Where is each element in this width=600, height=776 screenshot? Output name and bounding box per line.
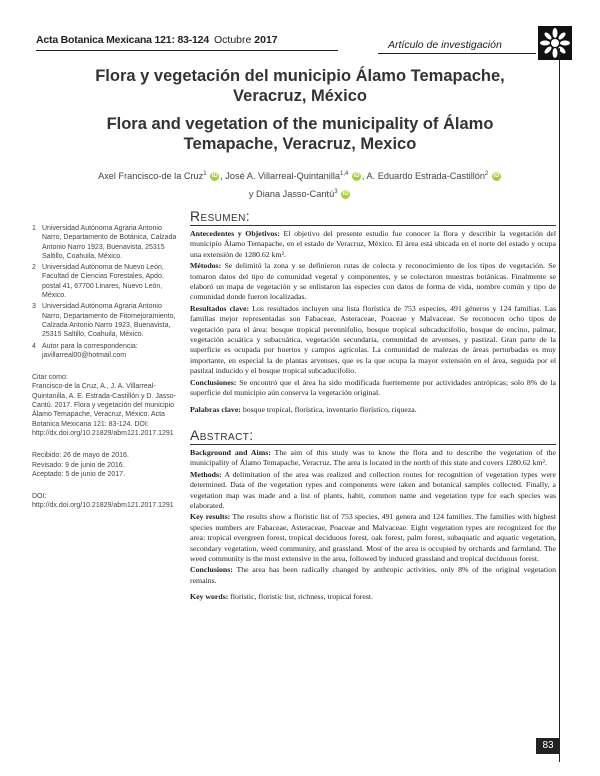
affiliation: 2 Universidad Autónoma de Nuevo León, Facultad de Ciencias Forestales, Apdo. postal 41, 67700 Linares, Nuevo León, México. (32, 264, 164, 300)
journal-logo-icon (538, 26, 572, 60)
affiliation: 1 Universidad Autónoma Agraria Antonio Narro, Departamento de Botánica, Calzada Antonio Narro 1923, Buenavista, 25315 Saltillo, Coahuila, México. (32, 225, 177, 260)
journal-citation: Acta Botanica Mexicana 121: 83-124 (36, 34, 209, 46)
resumen-palabras-clave: Palabras clave: bosque tropical, florística, inventario florístico, riqueza. (190, 404, 417, 414)
doi-block (32, 492, 180, 511)
resumen-heading: Resumen: (190, 208, 556, 226)
title-spanish: Flora y vegetación del municipio Álamo Temapache, Veracruz, México (95, 67, 505, 105)
author-list: Axel Francisco-de la Cruz$^1$ iD , José A. Villarreal-Quintanilla$^{1,4}$ iD , A. Eduardo Estrada-Castillón$^2$ iD y Diana Jasso-Cantú$^3$ iD (98, 171, 500, 200)
page-number: 83 (536, 738, 560, 754)
citation-block (32, 373, 180, 438)
abstract-heading: Abstract: (190, 427, 556, 445)
orcid-icon[interactable]: iD (493, 173, 500, 180)
resumen-conclusiones: Conclusiones: Se encontró que el área ha sido modificada fuertemente por actividades antrópicas; solo 8% de la superficie del municipio aún conserva la vegetación original. (190, 377, 556, 398)
doi-link[interactable]: http://dx.doi.org/10.21829/abm121.2017.1291 (32, 502, 174, 510)
margin-rule (559, 48, 560, 762)
abstract-results: Key results: The results show a floristic list of 753 species, 491 genera and 124 families. The families with highest species numbers are Fabaceae, Asteraceae, Poaceae and Malvaceae. Eight vegetation types are recognized for the area: tropical evergreen forest, tropical deciduous forest, oak forest, palm forest, subaquatic and aquatic vegetation, secondary vegetation, weed community, and grassland. Most of the area is occupied by orchards and farmland. The weed community is the most extensive in the area, followed by induced grassland and tropical deciduous forest. (190, 512, 556, 563)
header-rule (36, 50, 338, 51)
sidebar (32, 224, 180, 511)
affiliation: 3 Universidad Autónoma Agraria Antonio Narro, Departamento de Fitomejoramiento, Calzada Antonio Narro 1923, Buenavista, 25315 Saltillo, Coahuila, México. (32, 303, 176, 339)
orcid-icon[interactable]: iD (353, 173, 360, 180)
abstract-background: Background and Aims: The aim of this study was to know the flora and to describe the vegetation of the municipality of Álamo Temapache, Veracruz. The area is located in the north of this state and covers 1280.62 km². (190, 447, 557, 468)
accepted-date: Aceptado: 5 de junio de 2017. (32, 470, 126, 478)
orcid-icon[interactable]: iD (342, 191, 349, 198)
resumen-antecedentes: Antecedentes y Objetivos: El objetivo del presente estudio fue conocer la flora y describir la vegetación del municipio Álamo Temapache, en el estado de Veracruz, México. El área está ubicada en el norte del estado y ocupa una extensión de 1280.62 km². (190, 229, 556, 259)
article-type: Artículo de investigación (378, 39, 536, 54)
issue-date: Octubre 2017 (214, 34, 278, 46)
author-name: , José A. Villarreal-Quintanilla (220, 171, 341, 182)
title-english: Flora and vegetation of the municipality of Álamo Temapache, Veracruz, Mexico (106, 115, 494, 153)
resumen-metodos: Métodos: Se delimitó la zona y se definieron rutas de colecta y reconocimiento de los tipos de vegetación. Se tomaron datos del tipo de comunidad vegetal y componentes, y se colectaron muestras botánicas. Finalmente se elaboró un mapa de vegetación y se enlistaron las especies con datos de forma de vida, nombre común y tipo de comunidad donde fueron localizadas. (190, 261, 556, 302)
author-name: Axel Francisco-de la Cruz (98, 171, 204, 182)
main-content (190, 208, 556, 604)
citation-label: Citar como: (32, 374, 68, 382)
affiliation-correspondence: 4 Autor para la correspondencia: javillarreal00@hotmail.com (32, 342, 138, 359)
citation-text: Francisco-de la Cruz, A., J. A. Villarreal-Quintanilla, A. E. Estrada-Castillón y D. Jasso-Cantú. 2017. Flora y vegetación del municipio Álamo Temapache, Veracruz, México. Acta Botanica Mexicana 121: 83-124. DOI: http://dx.doi.org/10.21829/abm121.2017.1291 (32, 383, 176, 437)
dates-block (32, 451, 180, 479)
received-date: Recibido: 26 de mayo de 2016. (32, 452, 129, 460)
doi-label: DOI: (32, 493, 47, 501)
orcid-icon[interactable]: iD (211, 173, 218, 180)
revised-date: Revisado: 9 de junio de 2016. (32, 461, 125, 469)
resumen-resultados: Resultados clave: Los resultados incluyen una lista florística de 753 especies, 491 géneros y 124 familias. Las familias mejor representadas son Fabaceae, Asteraceae, Poaceae y Malvaceae. Se reconocen ocho tipos de vegetación para el área: bosque tropical perennifolio, bosque tropical subcaducifolio, bosque de encino, palmar, vegetación acuática y subacuática, vegetación secundaria, comunidad de arvenses, y pastizal. Gran parte de la superficie es ocupada por huertos y campos agrícolas. La comunidad de malezas de áreas perturbadas es muy importante, en especial la de plantas arvenses, que es la que ocupa la mayor extensión en el área, seguida por el pastizal inducido y el bosque tropical subcaducifolio. (190, 303, 556, 376)
abstract-keywords: Key words: floristic, floristic list, richness, tropical forest. (190, 592, 373, 602)
author-name: y Diana Jasso-Cantú (248, 189, 335, 200)
abstract-methods: Methods: A delimitation of the area was realized and collection routes for recognition of vegetation types were determined. Data of the vegetation types and components were taken and botanical samples collected. Finally, a vegetation map was made and a list of plants, habit, common name and vegetation type for each species was elaborated. (190, 469, 556, 510)
author-name: , A. Eduardo Estrada-Castillón (361, 171, 485, 182)
abstract-conclusions: Conclusions: The area has been radically changed by anthropic activities, only 8% of the original vegetation remains. (190, 565, 556, 585)
